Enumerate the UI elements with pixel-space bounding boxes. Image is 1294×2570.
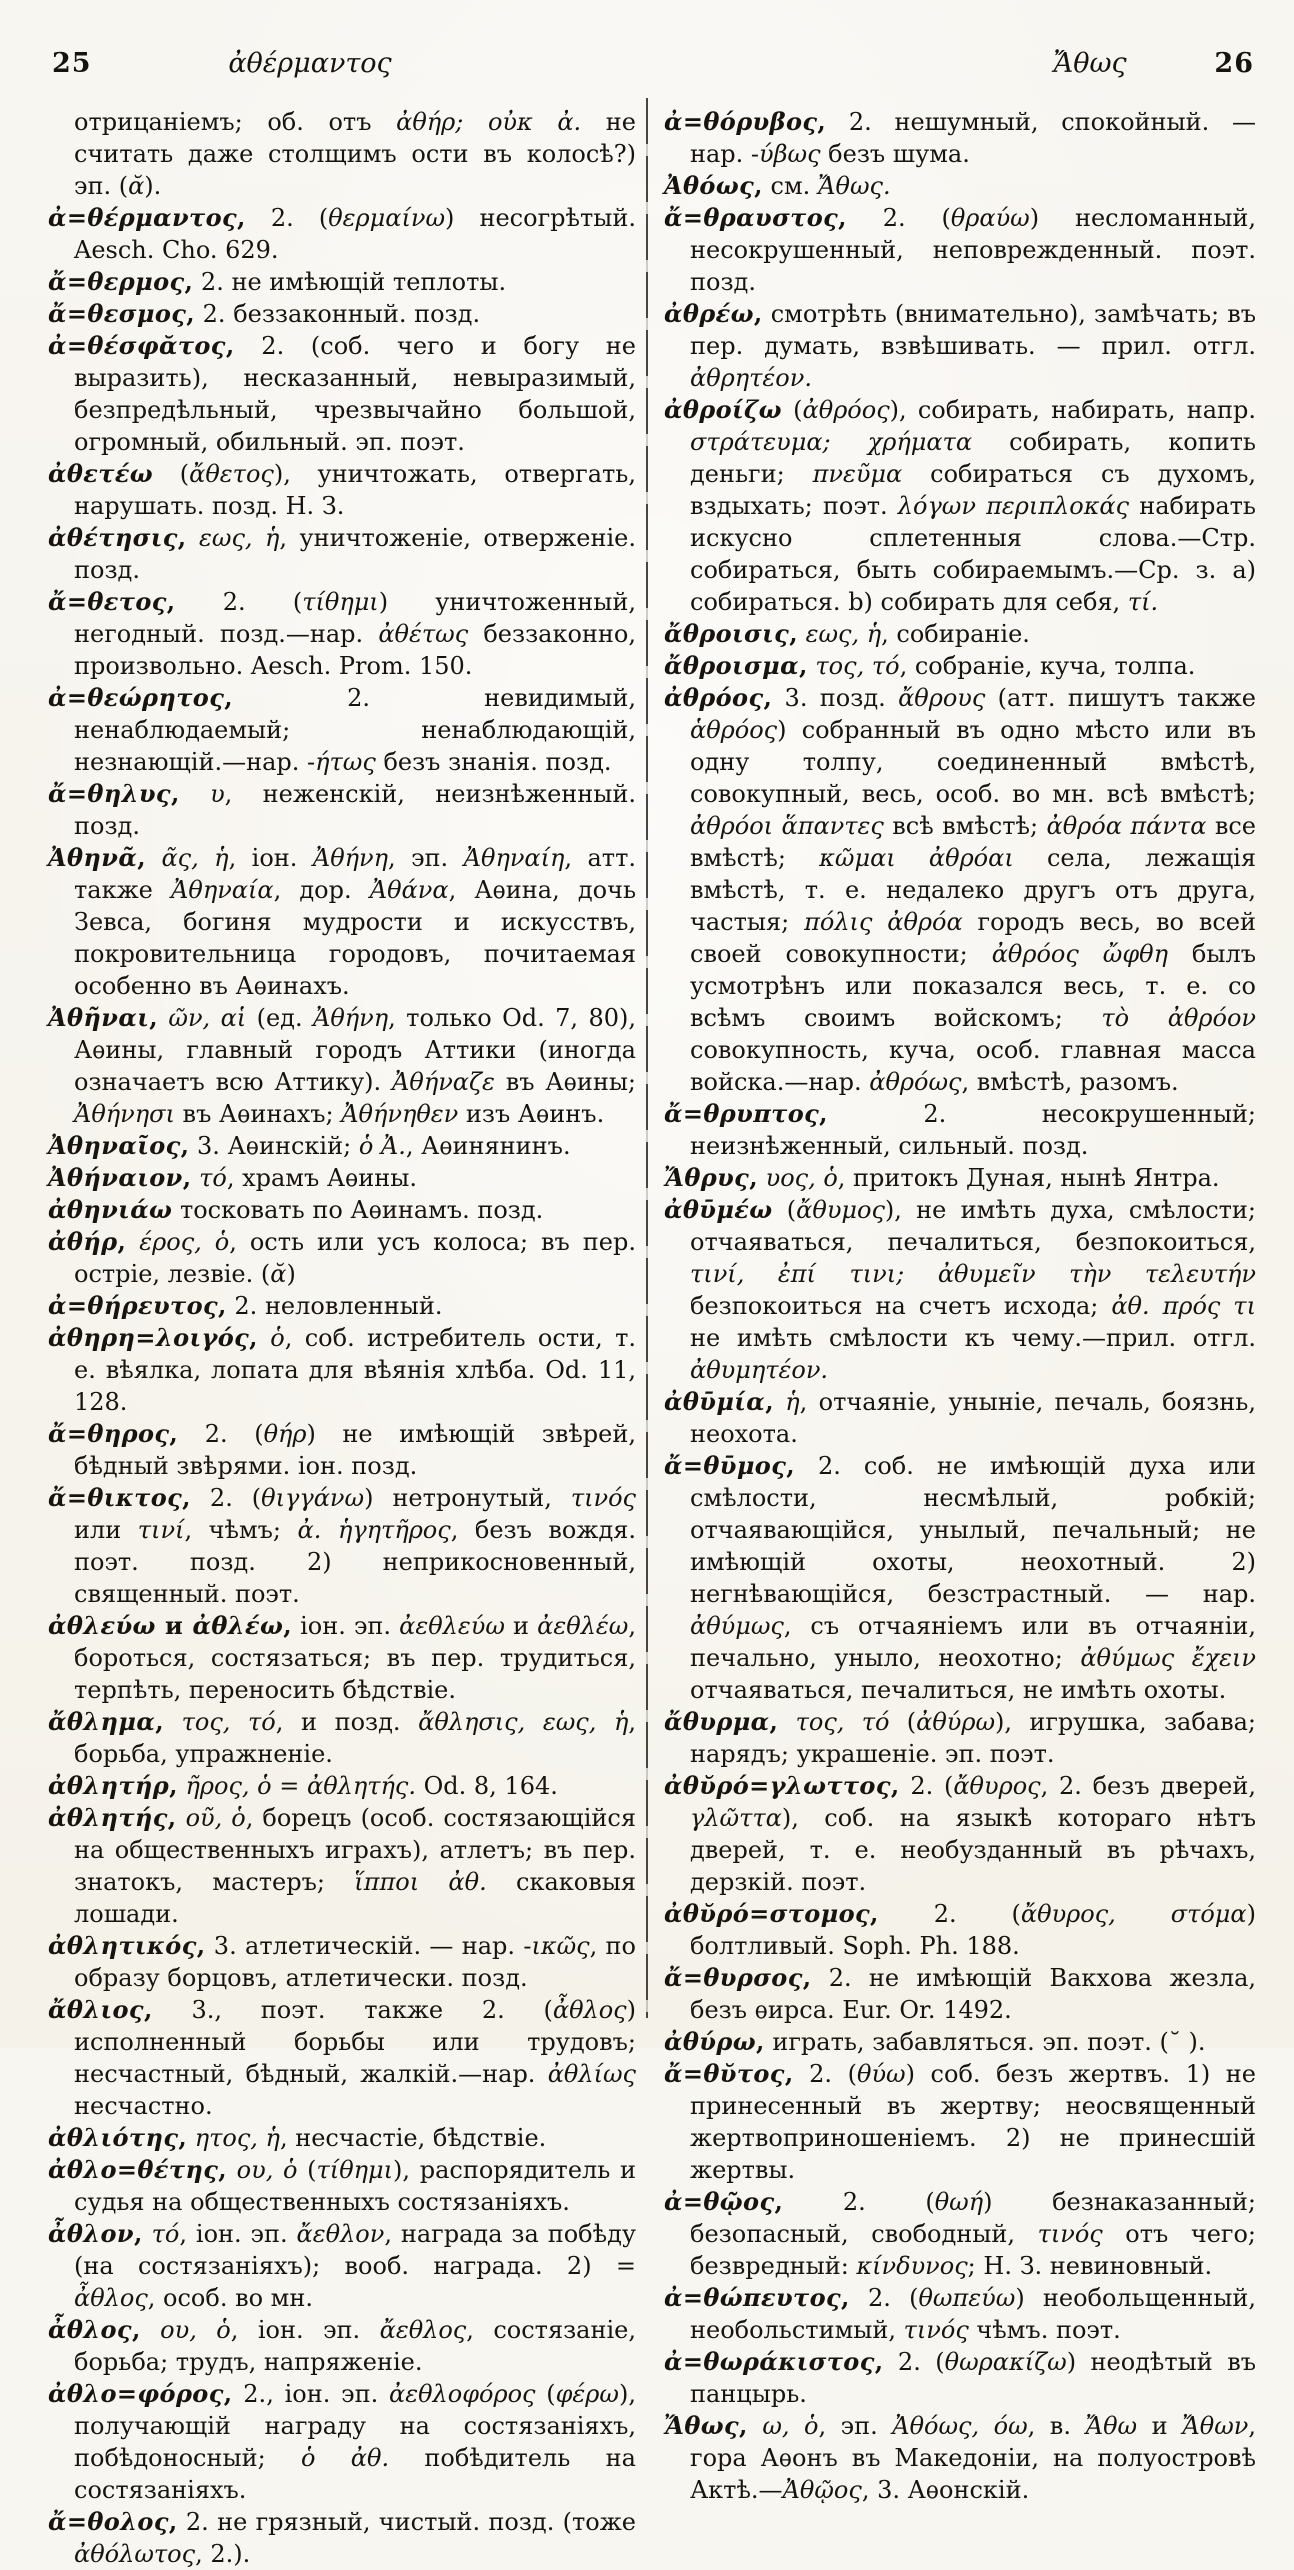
- dictionary-entry: ἀ=θώπευτος, 2. (θωπεύω) необольщенный, необольстимый, τινός чѣмъ. поэт.: [664, 2283, 1256, 2344]
- dictionary-entry: ἄ=θηλυς, υ, неженскій, неизнѣженный. позд.: [48, 779, 636, 840]
- dictionary-entry: ἆθλον, τό, іон. эп. ἄεθλον, награда за побѣду (на состязаніяхъ); вооб. награда. 2) = ἆθλος, особ. во мн.: [48, 2219, 636, 2312]
- greek-text: θραύω: [950, 204, 1030, 232]
- greek-text: ἀ=θώπευτος: [664, 2283, 842, 2312]
- dictionary-entry-continuation: отрицаніемъ; об. отъ ἀθήρ; οὐκ ἀ. не считать даже столщимъ ости въ колосѣ?) эп. (ᾰ).: [74, 108, 637, 200]
- greek-text: ἄθυρμα: [664, 1707, 770, 1736]
- entry-lemma: ἀ=θήρευτος,: [48, 1291, 227, 1320]
- dictionary-entry: ἀθηνιάω тосковать по Аѳинамъ. позд.: [48, 1195, 544, 1224]
- greek-text: Ἀθῷος: [782, 2476, 862, 2504]
- dictionary-entry: ἀθῠρό=στομος, 2. (ἄθυρος, στόμα) болтливый. Soph. Ph. 188.: [664, 1899, 1256, 1960]
- greek-text: Ἀθήνη: [312, 844, 389, 872]
- greek-text: ἄθροισις: [664, 619, 790, 648]
- greek-text: Ἀθήναιον: [48, 1163, 183, 1192]
- dictionary-entry: Ἀθηναῖος, 3. Аѳинскій; ὁ Ἀ., Аѳинянинъ.: [48, 1131, 571, 1160]
- greek-text: ἀ=θέσφᾰτος: [48, 331, 226, 360]
- entry-lemma: ἀ=θέσφᾰτος,: [48, 331, 235, 360]
- entry-lemma: ἀθηρη=λοιγός,: [48, 1323, 258, 1352]
- dictionary-entry: Ἀθῆναι, ῶν, αἱ (ед. Ἀθήνη, только Od. 7, 80), Аѳины, главный городъ Аттики (иногда означаетъ всю Аттику). Ἀθήναζε въ Аѳины; Ἀθήνησι въ Аѳинахъ; Ἀθήνηθεν изъ Аѳинъ.: [48, 1003, 637, 1128]
- entry-lemma: ἀ=θῷος,: [664, 2187, 784, 2216]
- dictionary-entry: ἀ=θῷος, 2. (θωή) безнаказанный; безопасный, свободный, τινός отъ чего; безвредный: κίνδυνος; Н. З. невиновный.: [664, 2187, 1257, 2280]
- greek-text: ὁ: [270, 1324, 285, 1352]
- entry-lemma: ἀθλητήρ,: [48, 1771, 178, 1800]
- greek-text: ἀθλο=φόρος: [48, 2379, 224, 2408]
- entry-lemma: ἀθέτησις,: [48, 523, 187, 552]
- greek-text: ἀθῡμέω: [664, 1195, 773, 1224]
- greek-text: ἀθέτως: [378, 620, 469, 648]
- greek-text: τος, τό: [181, 1708, 276, 1736]
- greek-text: ἄ=θεσμος: [48, 299, 187, 328]
- greek-text: τινός: [570, 1484, 636, 1512]
- greek-text: ἆθλος: [74, 2284, 148, 2312]
- greek-text: ἄθυρος, στόμα: [1020, 1900, 1247, 1928]
- greek-text: ἀθετέω: [48, 459, 154, 488]
- dictionary-entry: ἄ=θῡμος, 2. соб. не имѣющій духа или смѣлости, несмѣлый, робкій; отчаявающійся, унылый, печальный; не имѣющій охоты, неохотный. 2) негнѣвающійся, безстрастный. — нар. ἀθύμως, съ отчаяніемъ или въ отчаяніи, печально, уныло, неохотно; ἀθύμως ἔχειν отчаяваться, печалиться, не имѣть охоты.: [664, 1451, 1256, 1704]
- greek-text: ᾰ: [128, 172, 145, 200]
- entry-lemma: ἄ=θραυστος,: [664, 203, 847, 232]
- greek-text: ἀθλέω: [192, 1611, 284, 1640]
- greek-text: θερμαίνω: [328, 204, 446, 232]
- dictionary-entry: ἄ=θυρσος, 2. не имѣющій Вакхова жезла, безъ ѳирса. Eur. Or. 1492.: [664, 1963, 1256, 2024]
- greek-text: Ἀθήνησι: [74, 1100, 175, 1128]
- greek-text: ἀ=θέρμαντος: [48, 203, 237, 232]
- greek-text: θήρ: [263, 1420, 307, 1448]
- greek-text: ᾰ: [270, 1260, 287, 1288]
- dictionary-entry: ἀθρόος, 3. позд. ἄθρους (атт. пишутъ также ἁθρόος) собранный въ одно мѣсто или въ одну толпу, соединенный вмѣстѣ, совокупный, весь, особ. во мн. всѣ вмѣстѣ; ἀθρόοι ἅπαντες всѣ вмѣстѣ; ἀθρόα πάντα все вмѣстѣ; κῶμαι ἀθρόαι села, лежащія вмѣстѣ, т. е. недалеко другъ отъ друга, частыя; πόλις ἀθρόα городъ весь, во всей своей совокупности; ἀθρόος ὤφθη былъ усмотрѣнъ или показался весь, т. е. со всѣмъ своимъ войскомъ; τὸ ἀθρόον совокупность, куча, особ. главная масса войска.—нар. ἀθρόως, вмѣстѣ, разомъ.: [664, 683, 1256, 1096]
- greek-text: ἄεθλον: [296, 2220, 385, 2248]
- dictionary-entry: ἄ=θετος, 2. (τίθημι) уничтоженный, негодный. позд.—нар. ἀθέτως беззаконно, произвольно. Aesch. Prom. 150.: [48, 587, 636, 680]
- entry-lemma: ἀθῠρό=γλωττος,: [664, 1771, 900, 1800]
- greek-text: ἀ=θωράκιστος: [664, 2347, 875, 2376]
- greek-text: εως, ἡ: [199, 524, 280, 552]
- greek-text: ἆθλος: [48, 2315, 132, 2344]
- greek-text: ἄ=θηρος: [48, 1419, 170, 1448]
- entry-lemma: ἄ=θικτος,: [48, 1483, 191, 1512]
- greek-text: ἡ: [785, 1388, 800, 1416]
- entry-lemma: ἀ=θωράκιστος,: [664, 2347, 884, 2376]
- dictionary-entry: ἄθροισμα, τος, τό, собраніе, куча, толпа.: [664, 651, 1196, 680]
- entry-lemma: Ἄθρυς,: [664, 1163, 758, 1192]
- greek-text: ου, ὁ: [160, 2316, 231, 2344]
- greek-text: ἀθλητικός: [48, 1931, 197, 1960]
- greek-text: Ἄθων: [1182, 2412, 1249, 2440]
- greek-text: ἀθροίζω: [664, 395, 782, 424]
- entry-lemma: ἆθλος,: [48, 2315, 141, 2344]
- greek-text: φέρω: [555, 2380, 619, 2408]
- greek-text: Ἀθήνη: [313, 1004, 389, 1032]
- entry-lemma: ἄ=θρυπτος,: [664, 1099, 828, 1128]
- greek-text: ἀθυμητέον.: [690, 1356, 829, 1384]
- greek-text: ἀθλίως: [547, 2060, 636, 2088]
- dictionary-entry: Ἄθως, ω, ὁ, эп. Ἀθόως, όω, в. Ἄθω и Ἄθων, гора Аѳонъ въ Македоніи, на полуостровѣ Актѣ.—Ἀθῷος, 3. Аѳонскій.: [664, 2411, 1257, 2504]
- greek-text: ἀθήρ: [48, 1227, 118, 1256]
- dictionary-entry: ἀθροίζω (ἀθρόος), собирать, набирать, напр. στράτευμα; χρήματα собирать, копить деньги; πνεῦμα собираться съ духомъ, вздыхать; поэт. λόγων περιπλοκάς набирать искусно сплетенныя слова.—Стр. собираться, быть собираемымъ.—Ср. з. a) собираться. b) собирать для себя, τί.: [664, 395, 1256, 616]
- greek-text: ήτως: [315, 748, 376, 776]
- greek-text: τος, τό: [815, 652, 900, 680]
- greek-text: Ἀθηνᾶ: [48, 843, 138, 872]
- greek-text: τινί: [137, 1516, 185, 1544]
- greek-text: Ἀθηναία: [171, 876, 274, 904]
- dictionary-entry: ἄ=θικτος, 2. (θιγγάνω) нетронутый, τινός или τινί, чѣмъ; ἀ. ἡγητῆρος, безъ вождя. поэт. позд. 2) неприкосновенный, священный. поэт.: [48, 1483, 637, 1608]
- entry-lemma: [664, 1195, 773, 1224]
- greek-text: Ἄθως.: [817, 172, 891, 200]
- greek-text: ἀ=θῷος: [664, 2187, 775, 2216]
- greek-text: λόγων περιπλοκάς: [897, 492, 1130, 520]
- greek-text: ἀθλο=θέτης: [48, 2155, 219, 2184]
- greek-text: ἀθήρ; οὐκ ἀ.: [396, 108, 582, 136]
- entry-lemma: ἄ=θηρος,: [48, 1419, 179, 1448]
- greek-text: ἀθρόως: [869, 1068, 962, 1096]
- dictionary-entry: ἀθήρ, έρος, ὁ, ость или усъ колоса; въ пер. остріе, лезвіе. (ᾰ): [48, 1227, 636, 1288]
- entry-lemma: ἄ=θηλυς,: [48, 779, 180, 808]
- greek-text: Ἀθηναίη: [463, 844, 565, 872]
- greek-text: ἄ=θερμος: [48, 267, 185, 296]
- dictionary-entry: ἄ=θραυστος, 2. (θραύω) несломанный, несокрушенный, неповрежденный. поэт. позд.: [664, 203, 1256, 296]
- greek-text: ῶν, αἱ: [168, 1004, 247, 1032]
- greek-text: ἀθ.: [1111, 1292, 1150, 1320]
- dictionary-entry: ἄθλιος, 3., поэт. также 2. (ἆθλος) исполненный борьбы или трудовъ; несчастный, бѣдный, жалкій.—нар. ἀθλίως несчастно.: [48, 1995, 636, 2120]
- entry-lemma: ἀθύρω,: [664, 2027, 765, 2056]
- greek-text: Ἄθω: [1085, 2412, 1138, 2440]
- greek-text: ᾶς, ἡ: [161, 844, 229, 872]
- entry-lemma: Ἀθόως,: [664, 171, 763, 200]
- entry-lemma: ἄθυρμα,: [664, 1707, 779, 1736]
- greek-text: τινός: [1037, 2220, 1103, 2248]
- greek-text: ητος, ἡ: [194, 2124, 280, 2152]
- dictionary-entry: ἀθετέω (ἄθετος), уничтожать, отвергать, нарушать. позд. Н. З.: [48, 459, 636, 520]
- greek-text: ἀθύμως ἔχειν: [1080, 1644, 1256, 1672]
- greek-text: ου, ὁ: [236, 2156, 298, 2184]
- dictionary-entry: ἀθλιότης, ητος, ἡ, несчастіе, бѣдствіе.: [48, 2123, 547, 2152]
- greek-text: ἀθλητήρ: [48, 1771, 170, 1800]
- greek-text: πόλις ἀθρόα: [804, 908, 963, 936]
- entry-lemma: ἀθρόος,: [664, 683, 773, 712]
- greek-text: ἀθύρω: [664, 2027, 756, 2056]
- greek-text: Ἄθως: [664, 2411, 740, 2440]
- dictionary-entry: ἀ=θωράκιστος, 2. (θωρακίζω) неодѣтый въ панцырь.: [664, 2347, 1256, 2408]
- greek-text: ἀθρόοι ἅπαντες: [690, 812, 884, 840]
- greek-text: ἄ=θρυπτος: [664, 1099, 820, 1128]
- greek-text: ἀεθλέω: [537, 1612, 629, 1640]
- dictionary-entry: Ἀθόως, см. Ἄθως.: [664, 171, 891, 200]
- greek-text: ἄ=θετος: [48, 587, 167, 616]
- greek-text: τίθημι: [302, 588, 379, 616]
- dictionary-entry: ἀθέτησις, εως, ἡ, уничтоженіе, отверженіе. позд.: [48, 523, 636, 584]
- entry-lemma: Ἄθως,: [664, 2411, 748, 2440]
- greek-text: ἀθόλωτος: [74, 2540, 196, 2568]
- greek-text: ἀθῠρό=γλωττος: [664, 1771, 891, 1800]
- greek-text: ἀ=θεώρητος: [48, 683, 225, 712]
- dictionary-entry: ἄ=θεσμος, 2. беззаконный. позд.: [48, 299, 481, 328]
- dictionary-entry: ἀ=θόρυβος, 2. нешумный, спокойный. — нар. -ύβως безъ шума.: [664, 107, 1256, 168]
- entry-lemma: ἄθροισις,: [664, 619, 798, 648]
- entry-lemma: ἀθῠρό=στομος,: [664, 1899, 879, 1928]
- greek-text: ἄ=θικτος: [48, 1483, 183, 1512]
- right-column: [664, 106, 1256, 2506]
- entry-lemma: ἄ=θετος,: [48, 587, 176, 616]
- greek-text: υος, ὁ: [765, 1164, 838, 1192]
- entry-lemma: ἀθλο=φόρος,: [48, 2379, 233, 2408]
- greek-text: ἄ=θηλυς: [48, 779, 171, 808]
- entry-lemma: ἄ=θερμος,: [48, 267, 194, 296]
- greek-text: τίθημι: [316, 2156, 394, 2184]
- greek-text: ἄ=θῠτος: [664, 2059, 785, 2088]
- greek-text: ἄθετος: [189, 460, 274, 488]
- greek-text: ἵπποι ἀθ.: [354, 1868, 487, 1896]
- entry-lemma: ἀθρέω,: [664, 299, 763, 328]
- entry-lemma: Ἀθηνᾶ,: [48, 843, 146, 872]
- greek-text: τό: [199, 1164, 227, 1192]
- greek-text: ἀθλεύω: [48, 1611, 156, 1640]
- dictionary-entry: ἄ=θερμος, 2. не имѣющій теплоты.: [48, 267, 507, 296]
- running-head-right: Ἄθως: [1053, 48, 1127, 79]
- greek-text: οῦ, ὁ: [185, 1804, 246, 1832]
- greek-text: ῆρος, ὁ = ἀθλητής.: [185, 1772, 416, 1800]
- greek-text: ἁθρόος: [690, 716, 778, 744]
- page-number-left: 25: [52, 48, 92, 79]
- greek-text: πρός τι: [1162, 1292, 1256, 1320]
- greek-text: ἀεθλεύω: [399, 1612, 505, 1640]
- entry-lemma: ἆθλον,: [48, 2219, 143, 2248]
- greek-text: ἄθλιος: [48, 1995, 144, 2024]
- greek-text: ἀθηνιάω: [48, 1195, 173, 1224]
- entry-lemma: Ἀθήναιον,: [48, 1163, 192, 1192]
- greek-text: ἄθυρος: [953, 1772, 1041, 1800]
- dictionary-entry: ἀθλητής, οῦ, ὁ, борецъ (особ. состязающійся на общественныхъ играхъ), атлетъ; въ пер. знатокъ, мастеръ; ἵπποι ἀθ. скаковыя лошади.: [48, 1803, 636, 1928]
- greek-text: ἀ=θόρυβος: [664, 107, 818, 136]
- dictionary-entry: ἀ=θέσφᾰτος, 2. (соб. чего и богу не выразить), несказанный, невыразимый, безпредѣльный, чрезвычайно большой, огромный, обильный. эп. поэт.: [48, 331, 636, 456]
- entry-lemma: ἀ=θέρμαντος,: [48, 203, 246, 232]
- entry-lemma: ἀθήρ,: [48, 1227, 127, 1256]
- greek-text: τὸ ἀθρόον: [1101, 1004, 1256, 1032]
- greek-text: ἀθλιότης: [48, 2123, 179, 2152]
- dictionary-entry: ἀ=θέρμαντος, 2. (θερμαίνω) несогрѣтый. Aesch. Cho. 629.: [48, 203, 636, 264]
- dictionary-entry: ἆθλος, ου, ὁ, іон. эп. ἄεθλος, состязаніе, борьба; трудъ, напряженіе.: [48, 2315, 636, 2376]
- entry-lemma: ἄ=θῠτος,: [664, 2059, 794, 2088]
- greek-text: τος, τό: [795, 1708, 890, 1736]
- entry-lemma: ἀθλεύω и ἀθλέω,: [48, 1611, 292, 1640]
- entry-lemma: ἄθλημα,: [48, 1707, 164, 1736]
- entry-lemma: ἀθλο=θέτης,: [48, 2155, 227, 2184]
- dictionary-entry: ἄθυρμα, τος, τό (ἀθύρω), игрушка, забава; нарядъ; украшеніе. эп. поэт.: [664, 1707, 1257, 1768]
- entry-lemma: [48, 459, 153, 488]
- greek-text: ἀθέτησις: [48, 523, 178, 552]
- greek-text: ἄθρους: [898, 684, 986, 712]
- greek-text: ἄ=θολος: [48, 2507, 169, 2536]
- greek-text: ἡγητῆρος: [337, 1516, 451, 1544]
- greek-text: ἄ=θραυστος: [664, 203, 839, 232]
- dictionary-entry: ἀ=θήρευτος, 2. неловленный.: [48, 1291, 443, 1320]
- dictionary-entry: ἄθλημα, τος, τό, и позд. ἄθλησις, εως, ἡ, борьба, упражненіе.: [48, 1707, 637, 1768]
- greek-text: ικῶς: [531, 1932, 590, 1960]
- greek-text: ἀθηρη=λοιγός: [48, 1323, 250, 1352]
- entry-lemma: [664, 395, 782, 424]
- greek-text: ἀθρόος ὤφθη: [991, 940, 1168, 968]
- greek-text: Ἀθηναῖος: [48, 1131, 181, 1160]
- greek-text: θωπεύω: [918, 2284, 1016, 2312]
- greek-text: ἄθροισμα: [664, 651, 799, 680]
- greek-text: ἀθρόος: [664, 683, 764, 712]
- greek-text: υ: [210, 780, 225, 808]
- greek-text: κῶμαι ἀθρόαι: [819, 844, 1014, 872]
- entry-lemma: ἀθλιότης,: [48, 2123, 188, 2152]
- dictionary-entry: ἀθύρω, играть, забавляться. эп. поэт. (˘ ).: [664, 2027, 1206, 2056]
- greek-text: Ἄθρυς: [664, 1163, 750, 1192]
- greek-text: γλῶττα: [690, 1804, 782, 1832]
- dictionary-entry: ἄ=θολος, 2. не грязный, чистый. позд. (тоже ἀθόλωτος, 2.).: [48, 2507, 636, 2568]
- greek-text: κίνδυνος: [856, 2252, 968, 2280]
- running-head-left: ἀθέρμαντος: [228, 48, 392, 79]
- dictionary-entry: ἀθλο=φόρος, 2., іон. эп. ἀεθλοφόρος (φέρω), получающій награду на состязаніяхъ, побѣдоносный; ὁ ἀθ. побѣдитель на состязаніяхъ.: [48, 2379, 636, 2504]
- greek-text: ἀεθλοφόρος: [389, 2380, 536, 2408]
- dictionary-entry: ἀθῡμέω (ἄθυμος), не имѣть духа, смѣлости; отчаяваться, печалиться, безпокоиться, τινί, ἐπί τινι; ἀθυμεῖν τὴν τελευτήν безпокоиться на счетъ исхода; ἀθ. πρός τι не имѣть смѣлости къ чему.—прил. отгл. ἀθυμητέον.: [664, 1195, 1256, 1384]
- dictionary-entry: ἄ=θῠτος, 2. (θύω) соб. безъ жертвъ. 1) не принесенный въ жертву; неосвященный жертвоприношеніемъ. 2) не принесшій жертвы.: [664, 2059, 1256, 2184]
- greek-text: Ἀθήναζε: [392, 1068, 495, 1096]
- greek-text: ἀ=θήρευτος: [48, 1291, 219, 1320]
- dictionary-entry: ἀθλεύω и ἀθλέω, іон. эп. ἀεθλεύω и ἀεθλέω, бороться, состязаться; въ пер. трудиться, терпѣть, переносить бѣдствіе.: [48, 1611, 636, 1704]
- greek-text: ὁ ἀθ.: [301, 2444, 390, 2472]
- entry-lemma: ἄ=θυρσος,: [664, 1963, 812, 1992]
- greek-text: θιγγάνω: [261, 1484, 365, 1512]
- greek-text: ἀθρητέον.: [690, 364, 812, 392]
- entry-lemma: ἄθροισμα,: [664, 651, 808, 680]
- dictionary-entry: ἀθλητήρ, ῆρος, ὁ = ἀθλητής. Od. 8, 164.: [48, 1771, 558, 1800]
- greek-text: ἄθυμος: [796, 1196, 885, 1224]
- greek-text: ὁ Ἀ.: [358, 1132, 406, 1160]
- greek-text: ἄεθλος: [379, 2316, 467, 2344]
- greek-text: ἀθρέω: [664, 299, 754, 328]
- greek-text: ω, ὁ: [762, 2412, 819, 2440]
- entry-lemma: ἀ=θεώρητος,: [48, 683, 233, 712]
- greek-text: ἆθλον: [48, 2219, 134, 2248]
- entry-lemma: ἀ=θώπευτος,: [664, 2283, 850, 2312]
- greek-text: στράτευμα; χρήματα: [690, 428, 973, 456]
- dictionary-entry: ἀθρέω, смотрѣть (внимательно), замѣчать; въ пер. думать, взвѣшивать. — прил. отгл. ἀθρητέον.: [664, 299, 1256, 392]
- dictionary-entry: ἀθλο=θέτης, ου, ὁ (τίθημι), распорядитель и судья на общественныхъ состязаніяхъ.: [48, 2155, 637, 2216]
- dictionary-entry: ἄθροισις, εως, ἡ, собираніе.: [664, 619, 1030, 648]
- greek-text: ἀθῠρό=στομος: [664, 1899, 871, 1928]
- greek-text: ἀθρόα πάντα: [1046, 812, 1207, 840]
- dictionary-entry: Ἀθηνᾶ, ᾶς, ἡ, іон. Ἀθήνη, эп. Ἀθηναίη, атт. также Ἀθηναία, дор. Ἀθάνα, Аѳина, дочь Зевса, богиня мудрости и искусствъ, покровительница городовъ, почитаемая особенно въ Аѳинахъ.: [48, 843, 637, 1000]
- entry-lemma: ἀ=θόρυβος,: [664, 107, 827, 136]
- entry-lemma: ἄ=θολος,: [48, 2507, 178, 2536]
- greek-text: ύβως: [759, 140, 821, 168]
- greek-text: θωρακίζω: [944, 2348, 1067, 2376]
- page-number-right: 26: [1214, 48, 1254, 79]
- entry-lemma: ἀθῡμία,: [664, 1387, 774, 1416]
- entry-lemma: ἀθλητής,: [48, 1803, 177, 1832]
- greek-text: ἀ.: [297, 1516, 322, 1544]
- dictionary-entry: ἀθηρη=λοιγός, ὁ, соб. истребитель ости, т. е. вѣялка, лопата для вѣянія хлѣба. Od. 11, 128.: [48, 1323, 636, 1416]
- dictionary-entry: ἀθῡμία, ἡ, отчаяніе, уныніе, печаль, боязнь, неохота.: [664, 1387, 1256, 1448]
- entry-lemma: ἀθλητικός,: [48, 1931, 206, 1960]
- dictionary-entry: ἄ=θρυπτος, 2. несокрушенный; неизнѣженный, сильный. позд.: [664, 1099, 1256, 1160]
- left-column: [48, 106, 636, 2570]
- greek-text: Ἀθάνα: [369, 876, 449, 904]
- entry-lemma: Ἀθῆναι,: [48, 1003, 158, 1032]
- greek-text: ἄ=θῡμος: [664, 1451, 787, 1480]
- entry-lemma: ἄ=θεσμος,: [48, 299, 196, 328]
- greek-text: θύω: [857, 2060, 906, 2088]
- greek-text: ἄθλησις, εως, ἡ: [418, 1708, 629, 1736]
- greek-text: ἄ=θυρσος: [664, 1963, 803, 1992]
- greek-text: έρος, ὁ: [139, 1228, 230, 1256]
- greek-text: εως, ἡ: [805, 620, 882, 648]
- greek-text: ἀθῡμία: [664, 1387, 766, 1416]
- greek-text: τό: [151, 2220, 180, 2248]
- entry-lemma: ἄθλιος,: [48, 1995, 153, 2024]
- greek-text: ἀθρόος: [802, 396, 890, 424]
- greek-text: ἀθύρω: [916, 1708, 996, 1736]
- greek-text: πνεῦμα: [812, 460, 903, 488]
- greek-text: Ἀθόως, όω: [892, 2412, 1028, 2440]
- dictionary-entry: ἀθῠρό=γλωττος, 2. (ἄθυρος, 2. безъ дверей, γλῶττα), соб. на языкѣ котораго нѣтъ дверей, т. е. необузданный въ рѣчахъ, дерзкій. поэт.: [664, 1771, 1256, 1896]
- greek-text: ἀθλητής: [48, 1803, 168, 1832]
- dictionary-entry: Ἄθρυς, υος, ὁ, притокъ Дуная, нынѣ Янтра.: [664, 1163, 1220, 1192]
- greek-text: Ἀθήνηθεν: [341, 1100, 459, 1128]
- dictionary-entry: ἄ=θηρος, 2. (θήρ) не имѣющій звѣрей, бѣдный звѣрями. іон. позд.: [48, 1419, 636, 1480]
- greek-text: ἄθλημα: [48, 1707, 156, 1736]
- dictionary-entry: ἀθλητικός, 3. атлетическій. — нар. -ικῶς, по образу борцовъ, атлетически. позд.: [48, 1931, 637, 1992]
- entry-lemma: Ἀθηναῖος,: [48, 1131, 190, 1160]
- entry-lemma: [48, 1195, 172, 1224]
- dictionary-entry: ἀ=θεώρητος, 2. невидимый, ненаблюдаемый; ненаблюдающій, незнающій.—нар. -ήτως безъ знанія. позд.: [48, 683, 636, 776]
- page-header: [0, 48, 1294, 84]
- greek-text: τινί, ἐπί τινι; ἀθυμεῖν τὴν τελευτήν: [690, 1260, 1256, 1288]
- greek-text: Ἀθῆναι: [48, 1003, 150, 1032]
- greek-text: τί.: [1127, 588, 1159, 616]
- greek-text: θωή: [934, 2188, 984, 2216]
- dictionary-entry: Ἀθήναιον, τό, храмъ Аѳины.: [48, 1163, 418, 1192]
- greek-text: τινός: [903, 2316, 969, 2344]
- entry-lemma: ἄ=θῡμος,: [664, 1451, 795, 1480]
- greek-text: ἀθύμως: [690, 1612, 784, 1640]
- column-divider-rule: [646, 98, 648, 2018]
- greek-text: ἆθλος: [552, 1996, 627, 2024]
- greek-text: Ἀθόως: [664, 171, 755, 200]
